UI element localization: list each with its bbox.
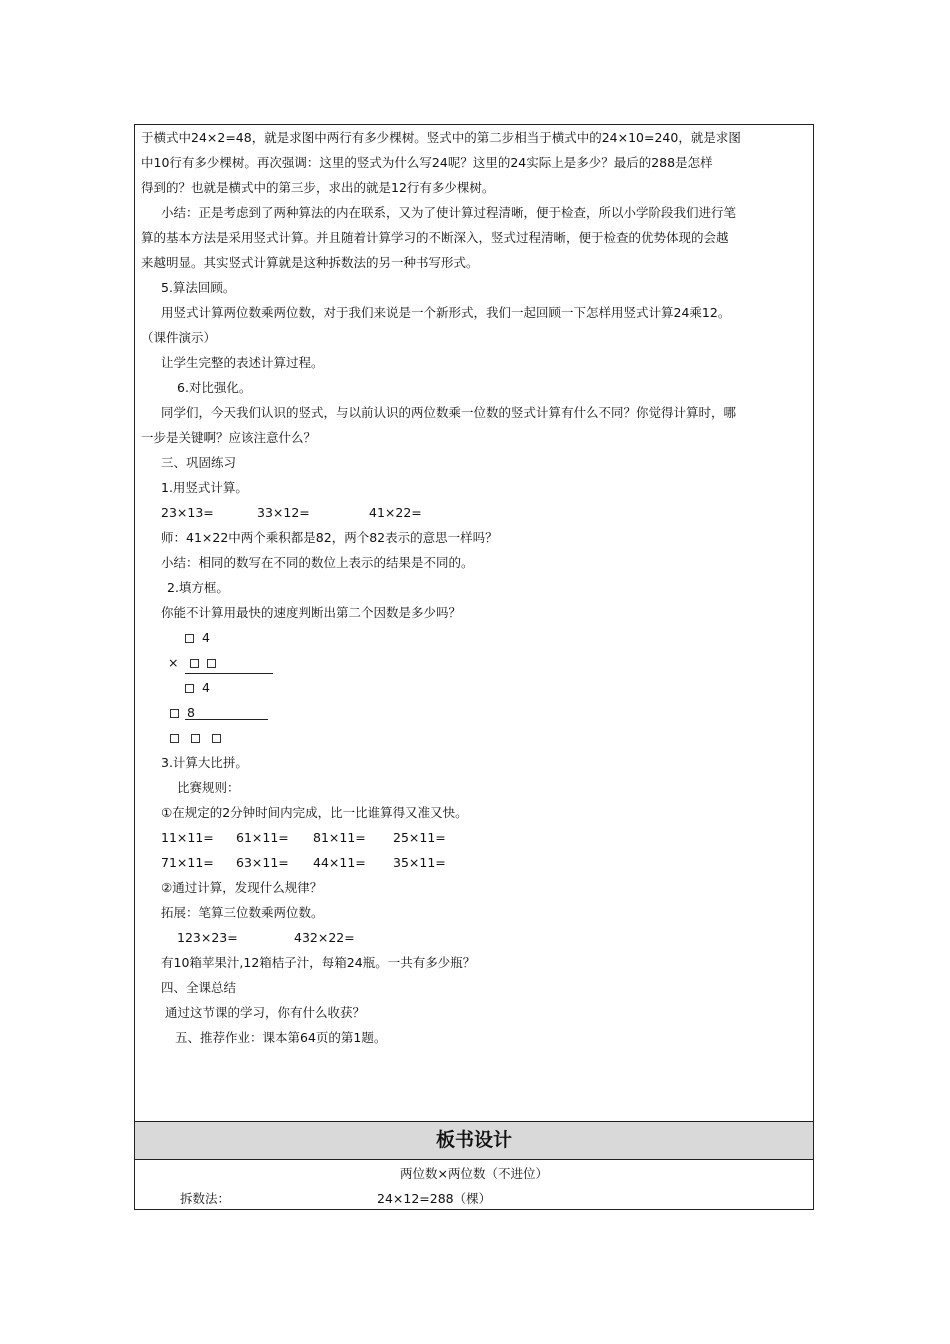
text-line: 于横式中24×2=48，就是求图中两行有多少棵树。竖式中的第二步相当于横式中的24×10=240，就是求图 xyxy=(141,130,741,145)
extension-item: 432×22= xyxy=(294,930,355,945)
text-line: 同学们，今天我们认识的竖式，与以前认识的两位数乘一位数的竖式计算有什么不同？你觉得计算时，哪 xyxy=(161,405,737,420)
puzzle-rule xyxy=(185,719,268,720)
blank-box xyxy=(185,684,194,693)
text-line: 小结：正是考虑到了两种算法的内在联系，又为了使计算过程清晰，便于检查，所以小学阶段我们进行笔 xyxy=(161,205,737,220)
puzzle-row xyxy=(185,680,210,696)
text-line: 一步是关键啊？应该注意什么？ xyxy=(141,430,317,445)
puzzle-digit: 8 xyxy=(186,705,195,720)
contest-item: 25×11= xyxy=(393,830,446,845)
board-design-title: 板书设计 xyxy=(435,1129,512,1151)
exercise-item: 41×22= xyxy=(369,505,422,520)
section-heading: 1.用竖式计算。 xyxy=(161,480,248,495)
section-heading: 2.填方框。 xyxy=(167,580,229,595)
board-subtitle: 两位数×两位数（不进位） xyxy=(400,1166,548,1181)
contest-item: 81×11= xyxy=(313,830,366,845)
contest-item: 61×11= xyxy=(236,830,289,845)
contest-item: 71×11= xyxy=(161,855,214,870)
blank-box xyxy=(207,659,216,668)
contest-item: 11×11= xyxy=(161,830,214,845)
text-line: 通过这节课的学习，你有什么收获？ xyxy=(165,1005,366,1020)
puzzle-row xyxy=(170,730,221,746)
multiply-sign: × xyxy=(168,655,179,670)
blank-box xyxy=(170,709,179,718)
section-heading: 3.计算大比拼。 xyxy=(161,755,248,770)
text-line: 拓展：笔算三位数乘两位数。 xyxy=(161,905,324,920)
blank-box xyxy=(212,734,221,743)
section-heading: 6.对比强化。 xyxy=(177,380,252,395)
section-heading: 四、全课总结 xyxy=(161,980,237,995)
text-line: （课件演示） xyxy=(141,330,217,345)
board-design-header xyxy=(135,1122,813,1160)
text-line: 你能不计算用最快的速度判断出第二个因数是多少吗？ xyxy=(161,605,462,620)
text-line: 小结：相同的数写在不同的数位上表示的结果是不同的。 xyxy=(161,555,474,570)
text-line: 得到的？也就是横式中的第三步，求出的就是12行有多少棵树。 xyxy=(141,180,495,195)
exercise-item: 33×12= xyxy=(257,505,310,520)
board-method-expression: 24×12=288（棵） xyxy=(377,1191,492,1206)
contest-item: 44×11= xyxy=(313,855,366,870)
text-line: 算的基本方法是采用竖式计算。并且随着计算学习的不断深入，竖式过程清晰，便于检查的优势体现的会越 xyxy=(141,230,729,245)
puzzle-digit: 4 xyxy=(201,630,210,645)
puzzle-row xyxy=(168,655,216,671)
blank-box xyxy=(191,734,200,743)
blank-box xyxy=(185,634,194,643)
puzzle-digit: 4 xyxy=(201,680,210,695)
text-line: ②通过计算，发现什么规律？ xyxy=(161,880,323,895)
lesson-plan-frame xyxy=(134,124,814,1210)
blank-box xyxy=(190,659,199,668)
extension-item: 123×23= xyxy=(177,930,238,945)
text-line: 比赛规则： xyxy=(177,780,240,795)
text-line: 师：41×22中两个乘积都是82，两个82表示的意思一样吗？ xyxy=(161,530,498,545)
text-line: ①在规定的2分钟时间内完成，比一比谁算得又准又快。 xyxy=(161,805,468,820)
puzzle-rule xyxy=(185,673,273,674)
blank-box xyxy=(170,734,179,743)
contest-item: 63×11= xyxy=(236,855,289,870)
contest-item: 35×11= xyxy=(393,855,446,870)
section-heading: 5.算法回顾。 xyxy=(161,280,236,295)
board-method-label: 拆数法： xyxy=(180,1191,231,1206)
text-line: 有10箱苹果汁,12箱桔子汁，每箱24瓶。一共有多少瓶？ xyxy=(161,955,476,970)
text-line: 来越明显。其实竖式计算就是这种拆数法的另一种书写形式。 xyxy=(141,255,479,270)
text-line: 用竖式计算两位数乘两位数，对于我们来说是一个新形式，我们一起回顾一下怎样用竖式计算24乘12。 xyxy=(161,305,731,320)
section-heading: 三、巩固练习 xyxy=(161,455,237,470)
puzzle-row xyxy=(185,630,210,646)
text-line: 中10行有多少棵树。再次强调：这里的竖式为什么写24呢？这里的24实际上是多少？最后的288是怎样 xyxy=(141,155,713,170)
section-heading: 五、推荐作业：课本第64页的第1题。 xyxy=(175,1030,387,1045)
exercise-item: 23×13= xyxy=(161,505,214,520)
text-line: 让学生完整的表述计算过程。 xyxy=(161,355,324,370)
